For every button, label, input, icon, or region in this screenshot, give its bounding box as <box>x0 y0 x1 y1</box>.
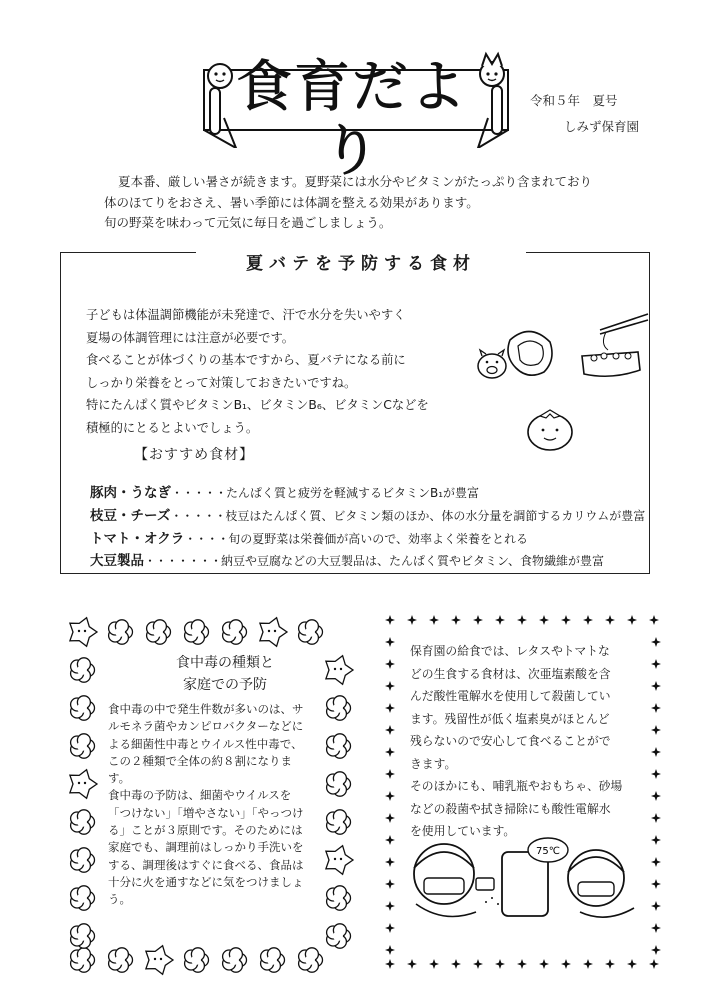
sparkle-icon <box>385 857 395 867</box>
sparkle-icon <box>649 615 659 625</box>
sparkle-icon <box>651 637 661 647</box>
flower-icon <box>147 620 171 644</box>
flower-icon <box>71 810 95 834</box>
sparkle-icon <box>385 615 395 625</box>
germ-face-icon <box>326 656 353 685</box>
flower-icon <box>71 848 95 872</box>
flower-icon <box>185 620 209 644</box>
sparkle-icon <box>651 813 661 823</box>
sparkle-icon <box>651 769 661 779</box>
title-line: 食中毒の種類と <box>176 655 274 671</box>
flower-icon <box>327 924 351 948</box>
sparkle-icon <box>429 959 439 969</box>
newsletter-title: 食育だより <box>236 55 468 184</box>
food-item <box>90 505 650 528</box>
flower-icon <box>71 734 95 758</box>
text-line: 「つけない」「増やさない」「やっつけ <box>108 805 304 820</box>
sparkle-icon <box>495 615 505 625</box>
flower-icon <box>71 886 95 910</box>
sparkle-icon <box>651 725 661 735</box>
leader-dots: ・・・・・・・ <box>144 554 222 569</box>
temperature-label: 75℃ <box>536 846 560 857</box>
text-line: う。 <box>108 892 131 907</box>
flower-icon <box>223 620 247 644</box>
sparkle-icon <box>517 615 527 625</box>
sparkle-icon <box>429 615 439 625</box>
sparkle-icon <box>451 959 461 969</box>
food-name: トマト・オクラ <box>90 530 185 547</box>
flower-icon <box>71 924 95 948</box>
text-line: しっかり栄養をとって対策しておきたいですね。 <box>86 375 357 390</box>
text-line: ます。残留性が低く塩素臭がほとんど <box>410 711 610 726</box>
spray-bottle-icon <box>476 878 499 905</box>
sparkle-icon <box>651 945 661 955</box>
eel-icon <box>508 331 552 375</box>
sparkle-icon <box>651 659 661 669</box>
sparkle-icon <box>385 747 395 757</box>
sparkle-icon <box>407 615 417 625</box>
food-poisoning-text <box>108 701 332 909</box>
flower-icon <box>71 696 95 720</box>
food-name: 枝豆・チーズ <box>90 507 171 524</box>
flower-icon <box>71 948 95 972</box>
text-line: 保育園の給食では、レタスやトマトな <box>410 644 610 658</box>
sparkle-icon <box>451 615 461 625</box>
sparkle-icon <box>385 791 395 801</box>
text-line: どの生食する食材は、次亜塩素酸を含 <box>410 666 611 681</box>
food-illustrations <box>470 300 650 460</box>
food-desc: たんぱく質と疲労を軽減するビタミンB₁が豊富 <box>226 486 480 500</box>
text-line: よる細菌性中毒とウイルス性中毒で、 <box>108 736 303 751</box>
flower-icon <box>299 948 323 972</box>
food-item <box>90 482 650 505</box>
natto-bowl-icon <box>582 314 648 376</box>
staff-person-icon <box>414 844 476 917</box>
text-line-part: んだ酸性電解水を使用して殺菌してい <box>410 689 611 703</box>
sparkle-icon <box>385 769 395 779</box>
text-line: 残らないので安心して食べることがで <box>410 734 611 748</box>
flower-icon <box>299 620 323 644</box>
sparkle-icon <box>651 879 661 889</box>
text-line: きます。 <box>410 756 457 771</box>
text-line: す。 <box>108 771 131 786</box>
sparkle-icon <box>651 747 661 757</box>
sparkle-icon <box>385 725 395 735</box>
sparkle-icon <box>561 959 571 969</box>
text-line: 夏場の体調管理には注意が必要です。 <box>86 330 295 345</box>
sparkle-icon <box>539 959 549 969</box>
sparkle-icon <box>605 615 615 625</box>
text-line: そのほかにも、哺乳瓶やおもちゃ、砂場 <box>410 779 623 793</box>
intro-line: 旬の野菜を味わって元気に毎日を過ごしましょう。 <box>104 215 392 230</box>
food-list <box>90 482 650 573</box>
sparkle-icon <box>605 959 615 969</box>
text-line: 家庭でも、調理前はしっかり手洗いを <box>108 840 304 855</box>
sparkle-icon <box>539 615 549 625</box>
food-desc: 枝豆はたんぱく質、ビタミン類のほか、体の水分量を調節するカリウムが豊富 <box>225 508 646 523</box>
section-heading: 夏バテを予防する食材 <box>196 249 526 279</box>
sparkle-icon <box>517 959 527 969</box>
text-line: 特にたんぱく質やビタミンB₁、ビタミンB₆、ビタミンCなどを <box>86 398 429 413</box>
recommend-label: 【おすすめ食材】 <box>134 447 255 463</box>
sparkle-icon <box>627 615 637 625</box>
sparkle-icon <box>651 857 661 867</box>
sparkle-icon <box>561 615 571 625</box>
flower-icon <box>109 948 133 972</box>
sparkle-icon <box>651 923 661 933</box>
food-item <box>90 528 650 551</box>
tomato-icon <box>528 410 572 450</box>
food-name: 豚肉・うなぎ <box>90 485 171 501</box>
germ-face-icon <box>70 770 97 799</box>
text-line: 積極的にとるとよいでしょう。 <box>86 420 259 435</box>
sparkle-icon <box>651 681 661 691</box>
text-line: る」ことが３原則です。そのためには <box>108 823 303 838</box>
sparkle-icon <box>385 659 395 669</box>
text-line <box>410 685 642 708</box>
staff-person-icon <box>568 850 634 917</box>
food-name: 大豆製品 <box>90 553 144 570</box>
pig-icon <box>478 350 506 378</box>
sparkle-icon <box>473 959 483 969</box>
sparkle-icon <box>651 901 661 911</box>
issue-info <box>530 88 639 140</box>
text-line: 子どもは体温調節機能が未発達で、汗で水分を失いやすく <box>86 308 406 322</box>
sparkle-icon <box>385 813 395 823</box>
sparkle-icon <box>651 703 661 713</box>
sparkle-icon <box>385 879 395 889</box>
sparkle-icon <box>385 923 395 933</box>
flower-icon <box>185 948 209 972</box>
title-line: 家庭での予防 <box>183 677 267 693</box>
text-line: この２種類で全体の約８割になりま <box>108 753 292 768</box>
sparkle-icon <box>385 637 395 647</box>
intro-paragraph <box>104 172 624 234</box>
flower-icon <box>109 620 133 644</box>
intro-line: 夏本番、厳しい暑さが続きます。夏野菜には水分やビタミンがたっぷり含まれており <box>118 174 593 189</box>
sparkle-icon <box>385 959 395 969</box>
food-item <box>90 550 650 573</box>
sparkle-icon <box>627 959 637 969</box>
sparkle-icon <box>583 959 593 969</box>
text-line: 食中毒の中で発生件数が多いのは、サ <box>108 702 304 716</box>
flower-icon <box>71 658 95 682</box>
text-line: 食中毒の予防は、細菌やウイルスを <box>108 788 292 803</box>
sparkle-icon <box>651 835 661 845</box>
text-line: を使用しています。 <box>410 824 516 838</box>
germ-face-icon <box>70 618 97 647</box>
issue-label: 令和５年 夏号 <box>530 93 618 108</box>
flower-icon <box>261 948 285 972</box>
germ-face-icon <box>260 618 287 647</box>
food-desc: 納豆や豆腐などの大豆製品は、たんぱく質やビタミン、食物繊維が豊富 <box>221 554 605 569</box>
intro-line: 体のほてりをおさえ、暑い季節には体調を整える効果があります。 <box>104 194 479 210</box>
staff-illustration <box>396 828 648 928</box>
sparkle-icon <box>385 703 395 713</box>
summer-fatigue-text <box>86 304 496 440</box>
text-line: する、調理後はすぐに食べる、食品は <box>108 857 304 872</box>
food-desc: 旬の夏野菜は栄養価が高いので、効率よく栄養をとれる <box>228 531 529 546</box>
sparkle-icon <box>651 791 661 801</box>
text-line: 食べることが体づくりの基本ですから、夏バテになる前に <box>86 353 406 368</box>
sparkle-icon <box>385 901 395 911</box>
sparkle-icon <box>649 959 659 969</box>
sparkle-icon <box>407 959 417 969</box>
text-line: ルモネラ菌やカンピロバクターなどに <box>108 719 304 734</box>
flower-icon <box>223 948 247 972</box>
nursery-name: しみず保育園 <box>564 119 640 134</box>
leader-dots: ・・・・ <box>184 531 229 546</box>
sparkle-icon <box>385 681 395 691</box>
text-line: などの殺菌や拭き掃除にも酸性電解水 <box>410 801 611 816</box>
electrolyzed-water-text <box>410 640 642 843</box>
leader-dots: ・・・・・ <box>171 486 227 500</box>
sparkle-icon <box>583 615 593 625</box>
sparkle-icon <box>385 835 395 845</box>
sparkle-icon <box>473 615 483 625</box>
food-poisoning-title <box>150 652 300 696</box>
sparkle-icon <box>495 959 505 969</box>
sparkle-icon <box>385 945 395 955</box>
leader-dots: ・・・・・ <box>170 508 226 523</box>
germ-face-icon <box>146 946 173 975</box>
text-line: 十分に火を通すなどに気をつけましょ <box>108 874 304 889</box>
